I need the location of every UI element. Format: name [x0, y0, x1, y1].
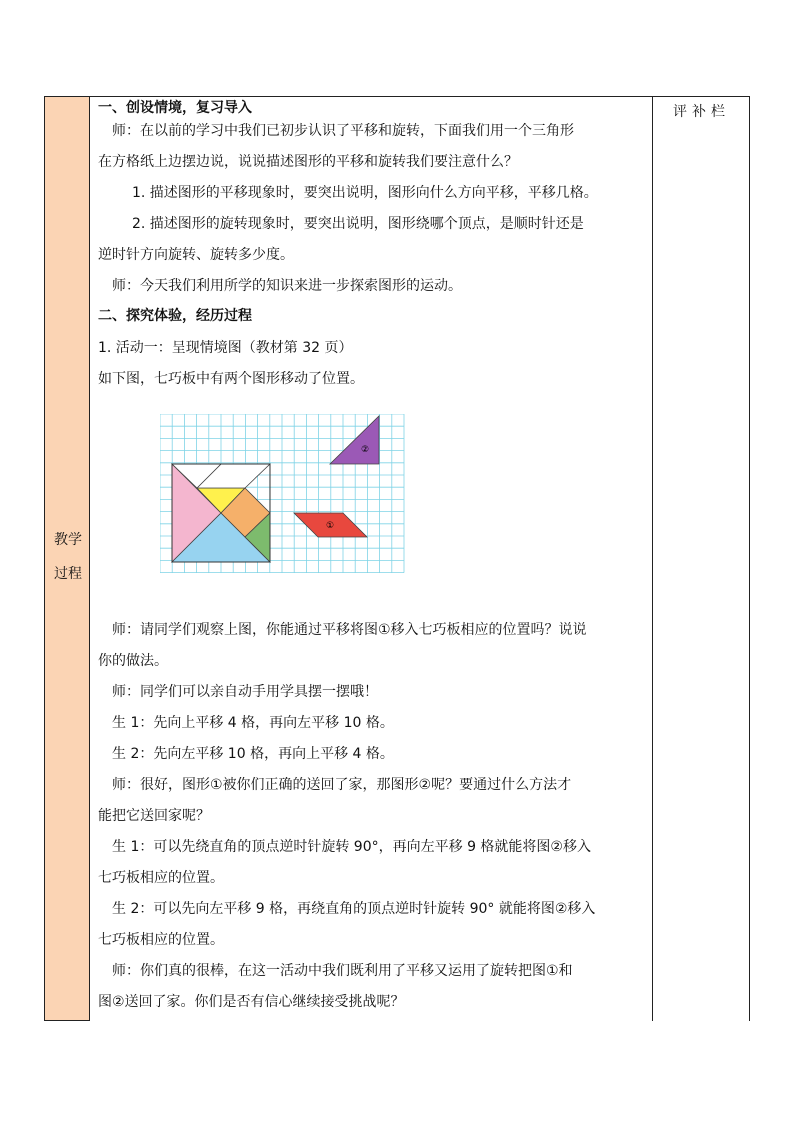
dialogue-line: 能把它送回家呢？	[98, 808, 210, 824]
piece-label-1: ①	[326, 521, 335, 531]
section1-line: 师：今天我们利用所学的知识来进一步探索图形的运动。	[112, 278, 462, 294]
purple-triangle-piece	[330, 416, 379, 464]
activity-title: 1. 活动一：呈现情境图（教材第 32 页）	[98, 340, 353, 356]
section1-heading: 一、创设情境，复习导入	[98, 100, 252, 116]
dialogue-line: 生 1：先向上平移 4 格，再向左平移 10 格。	[112, 715, 394, 731]
dialogue-line: 师：很好，图形①被你们正确的送回了家，那图形②呢？要通过什么方法才	[112, 777, 572, 793]
dialogue-line: 生 1：可以先绕直角的顶点逆时针旋转 90°，再向左平移 9 格就能将图②移入	[112, 839, 591, 855]
dialogue-line: 师：同学们可以亲自动手用学具摆一摆哦！	[112, 684, 378, 700]
tangram-square	[172, 464, 270, 562]
dialogue-line: 七巧板相应的位置。	[98, 870, 224, 886]
piece-label-2: ②	[361, 445, 370, 455]
left-column	[44, 96, 90, 1021]
dialogue-line: 师：你们真的很棒，在这一活动中我们既利用了平移又运用了旋转把图①和	[112, 963, 573, 979]
dialogue-line: 生 2：先向左平移 10 格，再向上平移 4 格。	[112, 746, 394, 762]
section1-line: 2. 描述图形的旋转现象时，要突出说明，图形绕哪个顶点，是顺时针还是	[132, 216, 584, 232]
section1-line: 师：在以前的学习中我们已初步认识了平移和旋转，下面我们用一个三角形	[112, 123, 574, 139]
tangram-grid-figure	[160, 414, 415, 577]
section2-heading: 二、探究体验，经历过程	[98, 308, 252, 324]
main-column	[90, 96, 653, 1021]
section1-line: 逆时针方向旋转、旋转多少度。	[98, 247, 294, 263]
dialogue-line: 师：请同学们观察上图，你能通过平移将图①移入七巧板相应的位置吗？说说	[112, 622, 587, 638]
activity-intro: 如下图，七巧板中有两个图形移动了位置。	[98, 371, 364, 387]
dialogue-line: 七巧板相应的位置。	[98, 932, 224, 948]
dialogue-line: 生 2：可以先向左平移 9 格，再绕直角的顶点逆时针旋转 90° 就能将图②移入	[112, 901, 596, 917]
left-label-top: 教学	[54, 532, 82, 548]
dialogue-line: 你的做法。	[98, 653, 168, 669]
left-label-bottom: 过程	[54, 566, 82, 582]
lesson-table	[44, 96, 750, 1021]
section1-line: 1. 描述图形的平移现象时，要突出说明，图形向什么方向平移，平移几格。	[132, 185, 598, 201]
section1-line: 在方格纸上边摆边说，说说描述图形的平移和旋转我们要注意什么？	[98, 154, 518, 170]
right-column	[653, 96, 750, 1021]
dialogue-line: 图②送回了家。你们是否有信心继续接受挑战呢？	[98, 994, 405, 1010]
review-column-label: 评补栏	[673, 104, 730, 120]
